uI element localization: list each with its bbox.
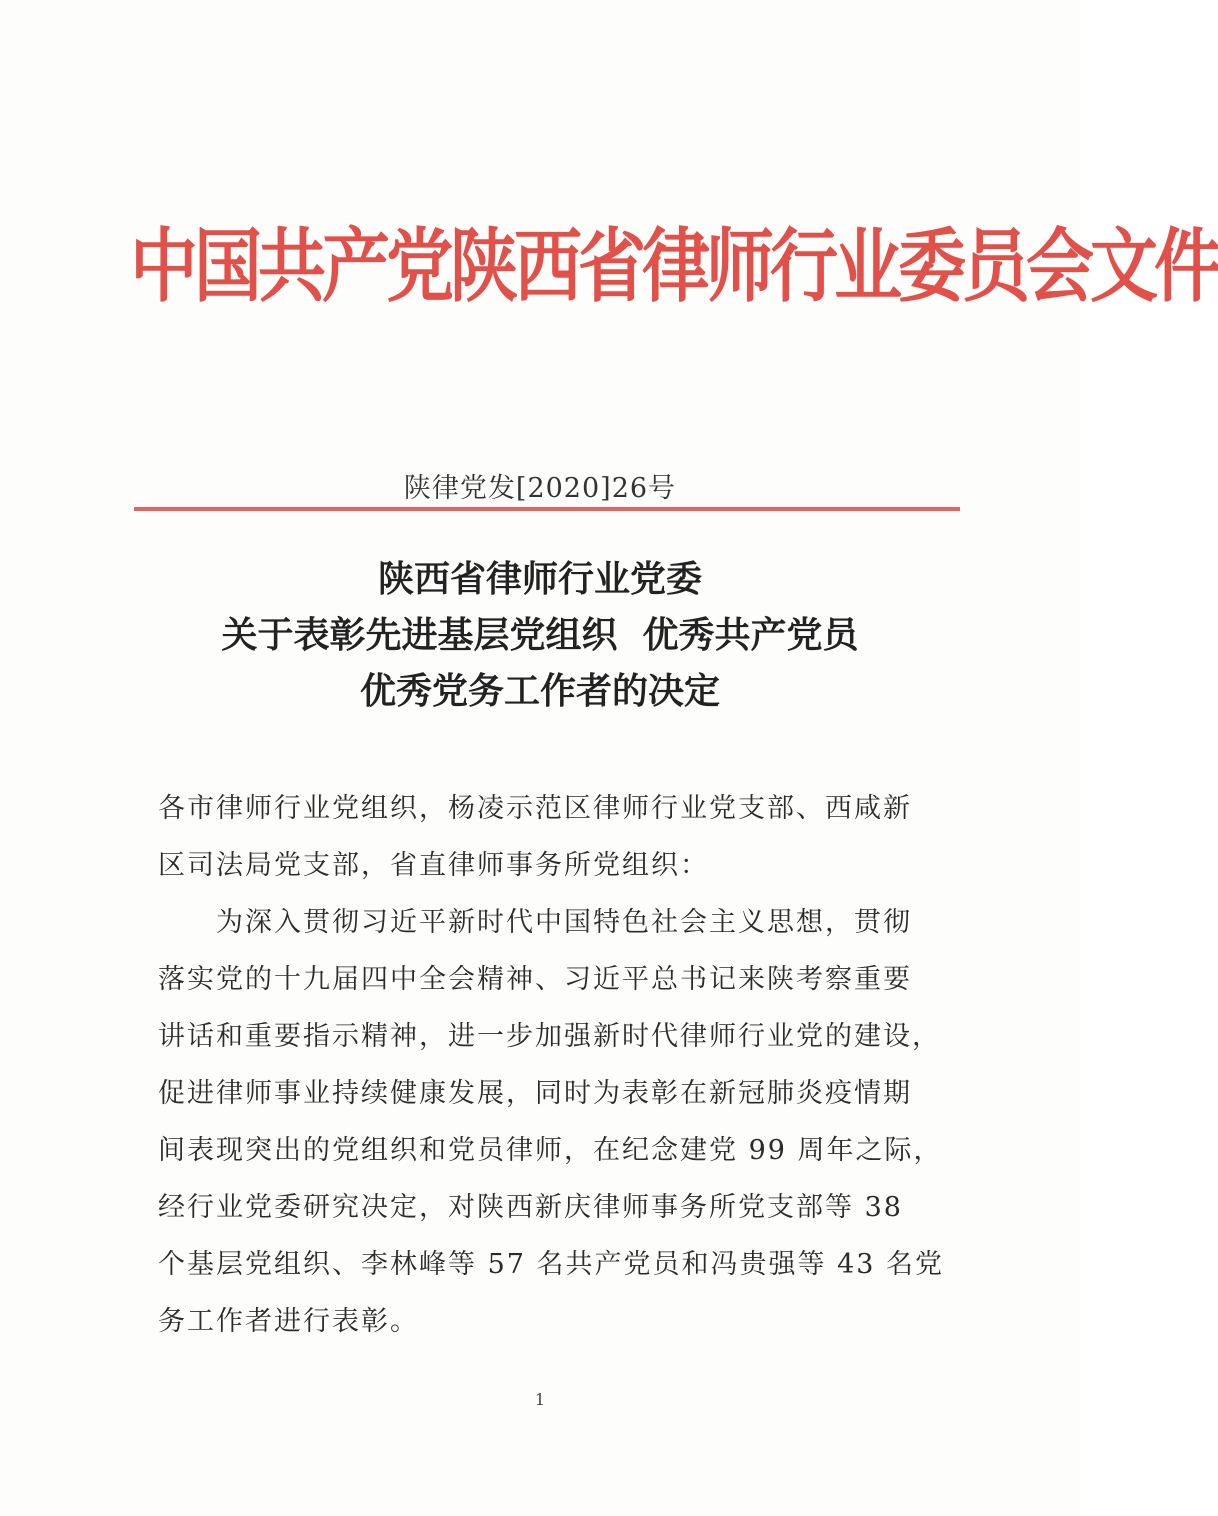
body-line-5: 讲话和重要指示精神，进一步加强新时代律师行业党的建设， xyxy=(158,1021,941,1052)
document-masthead: 中国共产党陕西省律师行业委员会文件 xyxy=(130,220,1218,315)
body-line-6: 促进律师事业持续健康发展，同时为表彰在新冠肺炎疫情期 xyxy=(158,1078,912,1109)
title-line-3: 优秀党务工作者的决定 xyxy=(359,671,720,712)
red-divider-line xyxy=(134,507,960,511)
body-line-10: 务工作者进行表彰。 xyxy=(158,1306,419,1337)
body-line-1: 各市律师行业党组织，杨凌示范区律师行业党支部、西咸新 xyxy=(158,793,912,824)
document-body xyxy=(158,780,945,1350)
body-line-7: 间表现突出的党组织和党员律师，在纪念建党 99 周年之际， xyxy=(158,1135,943,1166)
document-title xyxy=(130,552,950,720)
page-number: 1 xyxy=(534,1390,546,1409)
body-line-9: 个基层党组织、李林峰等 57 名共产党员和冯贵强等 43 名党 xyxy=(158,1249,945,1280)
body-line-8: 经行业党委研究决定，对陕西新庆律师事务所党支部等 38 xyxy=(158,1192,903,1223)
body-line-4: 落实党的十九届四中全会精神、习近平总书记来陕考察重要 xyxy=(158,964,912,995)
body-line-2: 区司法局党支部，省直律师事务所党组织： xyxy=(158,850,709,881)
document-number: 陕律党发[2020]26号 xyxy=(403,473,677,504)
title-line-2: 关于表彰先进基层党组织 优秀共产党员 xyxy=(221,615,859,656)
title-line-1: 陕西省律师行业党委 xyxy=(377,559,702,600)
body-line-3: 为深入贯彻习近平新时代中国特色社会主义思想，贯彻 xyxy=(158,907,912,938)
